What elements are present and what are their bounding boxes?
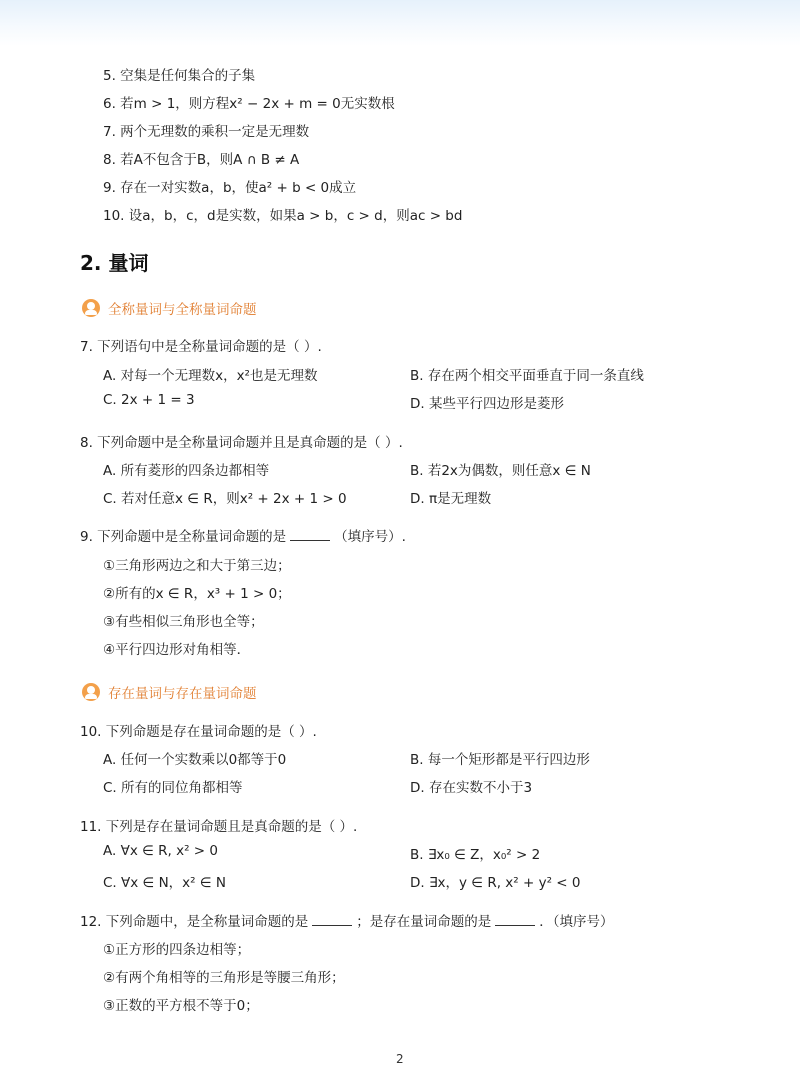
answer-blank: [312, 913, 352, 926]
question-11-option-d: D. ∃x，y ∈ R, x² + y² < 0: [410, 875, 581, 891]
statement-10: 10. 设a，b，c，d是实数，如果a > b，c > d，则ac > bd: [103, 208, 463, 224]
question-9-item-4: ④平行四边形对角相等．: [103, 642, 251, 658]
question-12-item-1: ①正方形的四条边相等；: [103, 942, 251, 958]
question-9-stem: [80, 525, 406, 545]
question-8-option-a: A. 所有菱形的四条边都相等: [103, 463, 270, 479]
question-10-stem: 10. 下列命题是存在量词命题的是（ ）.: [80, 724, 317, 740]
sub-heading-existential-label: 存在量词与存在量词命题: [108, 686, 257, 702]
question-8-option-d: D. π是无理数: [410, 491, 492, 507]
question-11-option-b: B. ∃x₀ ∈ Z，x₀² > 2: [410, 847, 541, 863]
statement-6: 6. 若m > 1，则方程x² − 2x + m = 0无实数根: [103, 96, 395, 112]
question-7-option-a: A. 对每一个无理数x，x²也是无理数: [103, 368, 318, 384]
person-badge-icon: [82, 683, 100, 701]
question-8-stem: 8. 下列命题中是全称量词命题并且是真命题的是（ ）.: [80, 435, 403, 451]
question-12-item-3: ③正数的平方根不等于0；: [103, 998, 259, 1014]
question-9-stem-text: 9. 下列命题中是全称量词命题的是: [80, 529, 287, 545]
sub-heading-universal-label: 全称量词与全称量词命题: [108, 302, 257, 318]
question-9-stem-hint: （填序号）.: [334, 529, 406, 545]
statement-5: 5. 空集是任何集合的子集: [103, 68, 256, 84]
question-7-option-d: D. 某些平行四边形是菱形: [410, 396, 564, 412]
question-11-stem: 11. 下列是存在量词命题且是真命题的是（ ）.: [80, 819, 358, 835]
question-10-option-a: A. 任何一个实数乘以0都等于0: [103, 752, 287, 768]
section-title: 2. 量词: [80, 251, 149, 275]
question-11-option-c: C. ∀x ∈ N，x² ∈ N: [103, 875, 227, 891]
question-9-item-2: ②所有的x ∈ R，x³ + 1 > 0；: [103, 586, 291, 602]
page-number: 2: [396, 1052, 404, 1066]
question-11-option-a: A. ∀x ∈ R, x² > 0: [103, 843, 218, 859]
question-12-stem: [80, 910, 614, 930]
answer-blank: [290, 528, 330, 541]
question-12-stem-middle: ；是存在量词命题的是: [356, 914, 492, 930]
question-10-option-c: C. 所有的同位角都相等: [103, 780, 243, 796]
header-band: [0, 0, 800, 46]
question-9-item-1: ①三角形两边之和大于第三边；: [103, 558, 291, 574]
question-7-stem: 7. 下列语句中是全称量词命题的是（ ）.: [80, 339, 322, 355]
statement-7: 7. 两个无理数的乘积一定是无理数: [103, 124, 310, 140]
question-9-item-3: ③有些相似三角形也全等；: [103, 614, 264, 630]
question-12-stem-text: 12. 下列命题中，是全称量词命题的是: [80, 914, 309, 930]
question-7-option-c: C. 2x + 1 = 3: [103, 392, 195, 408]
question-10-option-d: D. 存在实数不小于3: [410, 780, 533, 796]
sub-heading-existential: [82, 682, 257, 702]
statement-9: 9. 存在一对实数a，b，使a² + b < 0成立: [103, 180, 357, 196]
person-badge-icon: [82, 299, 100, 317]
question-12-item-2: ②有两个角相等的三角形是等腰三角形；: [103, 970, 345, 986]
statement-8: 8. 若A不包含于B，则A ∩ B ≠ A: [103, 152, 300, 168]
question-8-option-b: B. 若2x为偶数，则任意x ∈ N: [410, 463, 591, 479]
question-7-option-b: B. 存在两个相交平面垂直于同一条直线: [410, 368, 644, 384]
answer-blank: [495, 913, 535, 926]
sub-heading-universal: [82, 298, 257, 318]
question-12-stem-hint: ．（填序号）: [539, 914, 614, 930]
question-10-option-b: B. 每一个矩形都是平行四边形: [410, 752, 590, 768]
question-8-option-c: C. 若对任意x ∈ R，则x² + 2x + 1 > 0: [103, 491, 347, 507]
